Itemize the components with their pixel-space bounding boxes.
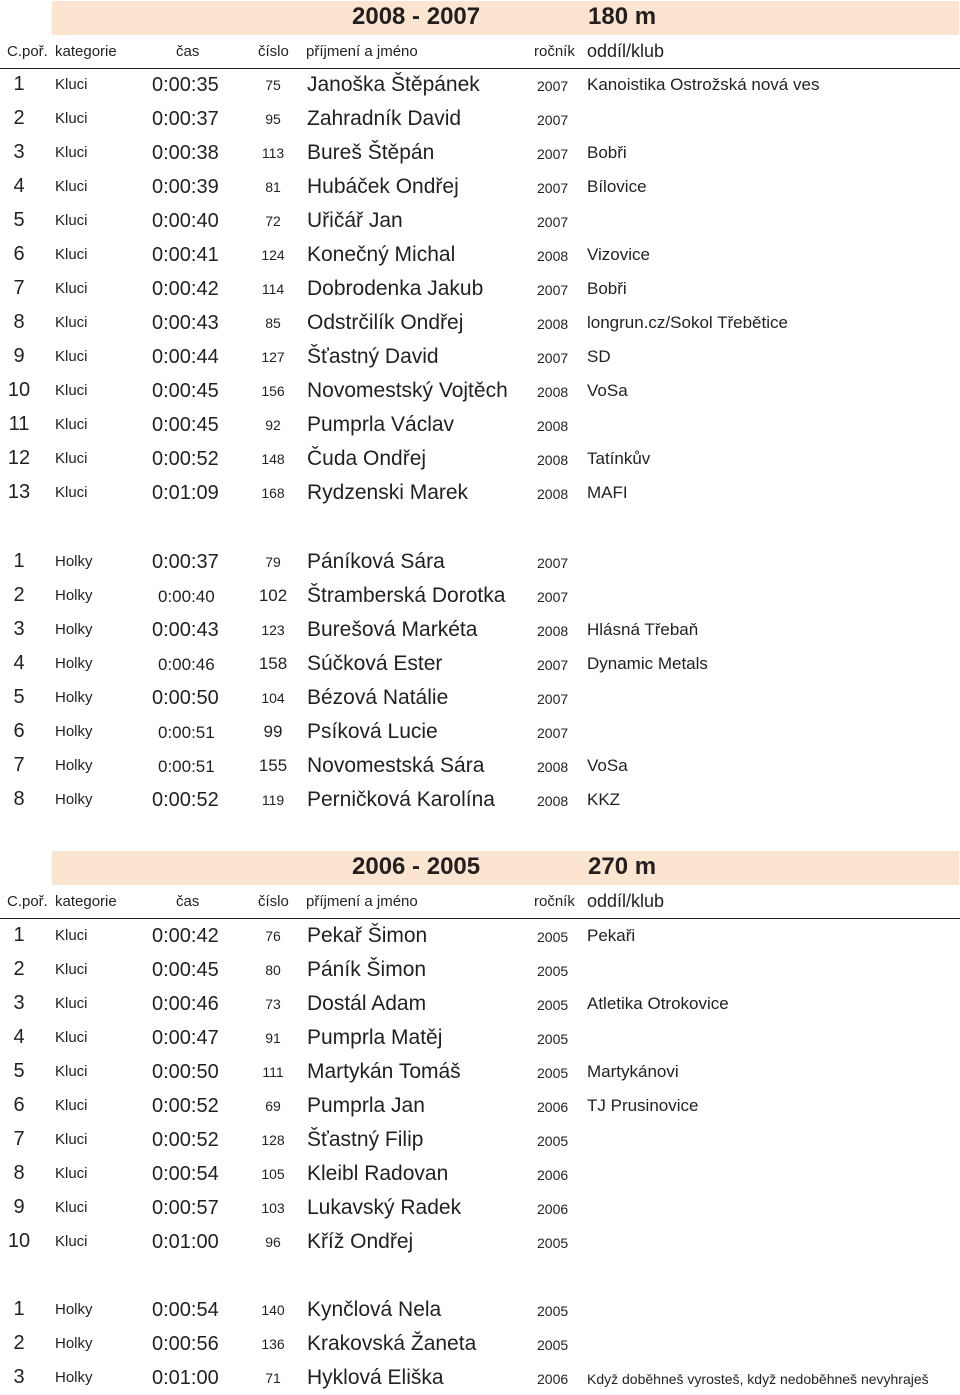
position-cell: 8 — [13, 1162, 25, 1184]
table-row — [0, 613, 960, 647]
time-cell: 0:00:54 — [152, 1163, 219, 1185]
table-row — [0, 306, 960, 340]
category-cell: Holky — [55, 689, 93, 706]
category-cell: Kluci — [55, 314, 88, 331]
column-header-category: kategorie — [55, 893, 117, 910]
name-cell: Šťastný David — [307, 345, 439, 368]
birth-year-cell: 2007 — [537, 214, 569, 230]
bib-number-cell: 80 — [265, 962, 281, 978]
club-cell: longrun.cz/Sokol Třebětice — [587, 313, 788, 332]
category-cell: Holky — [55, 791, 93, 808]
position-cell: 4 — [13, 652, 25, 674]
position-cell: 2 — [13, 107, 25, 129]
category-cell: Kluci — [55, 1029, 88, 1046]
time-cell: 0:00:42 — [152, 278, 219, 300]
time-cell: 0:00:45 — [152, 959, 219, 981]
table-row — [0, 442, 960, 476]
name-cell: Lukavský Radek — [307, 1196, 462, 1219]
bib-number-cell: 124 — [261, 247, 285, 263]
column-header-year: ročník — [534, 43, 575, 60]
club-cell: Bílovice — [587, 177, 647, 196]
bib-number-cell: 158 — [258, 654, 288, 673]
position-cell: 7 — [13, 1128, 25, 1150]
table-row — [0, 1191, 960, 1225]
bib-number-cell: 81 — [265, 179, 281, 195]
column-header-pos: C.poř. — [7, 43, 48, 60]
position-cell: 8 — [13, 311, 25, 333]
table-row — [0, 340, 960, 374]
time-cell: 0:00:40 — [152, 210, 219, 232]
table-row — [0, 1327, 960, 1361]
bib-number-cell: 168 — [261, 485, 285, 501]
time-cell: 0:01:00 — [152, 1231, 219, 1253]
name-cell: Bureš Štěpán — [307, 141, 435, 164]
birth-year-cell: 2007 — [537, 180, 569, 196]
table-row — [0, 238, 960, 272]
birth-year-cell: 2005 — [537, 1133, 569, 1149]
column-header-name: příjmení a jméno — [306, 893, 418, 910]
column-header-pos: C.poř. — [7, 893, 48, 910]
category-cell: Kluci — [55, 76, 88, 93]
table-row — [0, 1123, 960, 1157]
bib-number-cell: 85 — [265, 315, 281, 331]
bib-number-cell: 113 — [261, 145, 285, 161]
time-cell: 0:00:46 — [158, 655, 215, 674]
bib-number-cell: 95 — [265, 111, 281, 127]
bib-number-cell: 123 — [261, 622, 285, 638]
time-cell: 0:00:42 — [152, 925, 219, 947]
table-row — [0, 204, 960, 238]
birth-year-cell: 2005 — [537, 1031, 569, 1047]
time-cell: 0:00:37 — [152, 108, 219, 130]
time-cell: 0:00:52 — [152, 1129, 219, 1151]
name-cell: Šťastný Filip — [307, 1128, 424, 1151]
bib-number-cell: 71 — [265, 1370, 281, 1386]
name-cell: Bézová Natálie — [307, 686, 449, 709]
time-cell: 0:00:57 — [152, 1197, 219, 1219]
position-cell: 1 — [13, 73, 25, 95]
category-cell: Kluci — [55, 1165, 88, 1182]
time-cell: 0:00:45 — [152, 380, 219, 402]
time-cell: 0:01:09 — [152, 482, 219, 504]
birth-year-cell: 2008 — [537, 486, 569, 502]
position-cell: 13 — [7, 481, 31, 503]
bib-number-cell: 104 — [261, 690, 285, 706]
birth-year-cell: 2008 — [537, 623, 569, 639]
table-row — [0, 681, 960, 715]
table-row — [0, 102, 960, 136]
column-header-row — [0, 885, 960, 919]
time-cell: 0:00:46 — [152, 993, 219, 1015]
position-cell: 8 — [13, 788, 25, 810]
position-cell: 11 — [8, 413, 30, 435]
birth-year-cell: 2007 — [537, 691, 569, 707]
position-cell: 12 — [7, 447, 31, 469]
birth-year-cell: 2005 — [537, 1303, 569, 1319]
table-row — [0, 408, 960, 442]
bib-number-cell: 96 — [265, 1234, 281, 1250]
table-row — [0, 545, 960, 579]
birth-year-cell: 2006 — [537, 1099, 569, 1115]
column-header-number: číslo — [258, 43, 289, 60]
birth-year-cell: 2008 — [537, 418, 569, 434]
birth-year-cell: 2007 — [537, 112, 569, 128]
name-cell: Pumprla Václav — [307, 413, 455, 436]
category-cell: Holky — [55, 757, 93, 774]
bib-number-cell: 119 — [261, 792, 285, 808]
position-cell: 2 — [13, 1332, 25, 1354]
position-cell: 9 — [13, 1196, 25, 1218]
name-cell: Pekař Šimon — [307, 924, 428, 947]
birth-year-cell: 2008 — [537, 759, 569, 775]
column-header-year: ročník — [534, 893, 575, 910]
bib-number-cell: 136 — [261, 1336, 285, 1352]
bib-number-cell: 105 — [261, 1166, 285, 1182]
time-cell: 0:00:39 — [152, 176, 219, 198]
birth-year-cell: 2007 — [537, 725, 569, 741]
bib-number-cell: 140 — [261, 1302, 285, 1318]
position-cell: 5 — [13, 209, 25, 231]
time-cell: 0:00:43 — [152, 619, 219, 641]
position-cell: 10 — [7, 1230, 31, 1252]
category-cell: Kluci — [55, 1233, 88, 1250]
name-cell: Psíková Lucie — [307, 720, 438, 743]
table-row — [0, 170, 960, 204]
time-cell: 0:00:47 — [152, 1027, 219, 1049]
bib-number-cell: 103 — [261, 1200, 285, 1216]
position-cell: 9 — [13, 345, 25, 367]
table-row — [0, 579, 960, 613]
club-cell: SD — [587, 347, 611, 366]
position-cell: 3 — [13, 618, 25, 640]
time-cell: 0:00:50 — [152, 687, 219, 709]
table-row — [0, 783, 960, 817]
name-cell: Rydzenski Marek — [307, 481, 469, 504]
category-cell: Kluci — [55, 246, 88, 263]
category-cell: Holky — [55, 723, 93, 740]
position-cell: 1 — [13, 550, 25, 572]
time-cell: 0:00:52 — [152, 448, 219, 470]
birth-year-cell: 2008 — [537, 316, 569, 332]
time-cell: 0:00:38 — [152, 142, 219, 164]
column-header-time: čas — [176, 43, 200, 60]
club-cell: Vizovice — [587, 245, 650, 264]
birth-year-cell: 2006 — [537, 1371, 569, 1387]
category-cell: Kluci — [55, 110, 88, 127]
category-cell: Kluci — [55, 280, 88, 297]
table-row — [0, 1157, 960, 1191]
category-cell: Kluci — [55, 927, 88, 944]
table-row — [0, 374, 960, 408]
name-cell: Uřičář Jan — [307, 209, 403, 232]
name-cell: Janoška Štěpánek — [307, 73, 480, 96]
column-header-category: kategorie — [55, 43, 117, 60]
name-cell: Zahradník David — [307, 107, 462, 130]
birth-year-cell: 2005 — [537, 929, 569, 945]
position-cell: 5 — [13, 686, 25, 708]
name-cell: Hubáček Ondřej — [307, 175, 459, 198]
category-cell: Kluci — [55, 1063, 88, 1080]
bib-number-cell: 102 — [258, 586, 288, 605]
category-cell: Holky — [55, 655, 93, 672]
category-cell: Kluci — [55, 1097, 88, 1114]
category-cell: Holky — [55, 1335, 93, 1352]
birth-year-cell: 2005 — [537, 963, 569, 979]
birth-year-cell: 2006 — [537, 1201, 569, 1217]
club-cell: Hlásná Třebaň — [587, 620, 699, 639]
position-cell: 7 — [13, 754, 25, 776]
category-cell: Kluci — [55, 178, 88, 195]
birth-year-cell: 2007 — [537, 78, 569, 94]
category-cell: Kluci — [55, 450, 88, 467]
bib-number-cell: 92 — [265, 417, 281, 433]
club-cell: Atletika Otrokovice — [587, 994, 729, 1013]
section-years: 2006 - 2005 — [352, 853, 481, 880]
category-cell: Kluci — [55, 212, 88, 229]
table-row — [0, 1293, 960, 1327]
name-cell: Kleibl Radovan — [307, 1162, 449, 1185]
name-cell: Perničková Karolína — [307, 788, 495, 811]
bib-number-cell: 75 — [265, 77, 281, 93]
time-cell: 0:00:56 — [152, 1333, 219, 1355]
time-cell: 0:00:41 — [152, 244, 219, 266]
bib-number-cell: 114 — [261, 281, 285, 297]
birth-year-cell: 2008 — [537, 793, 569, 809]
time-cell: 0:00:50 — [152, 1061, 219, 1083]
name-cell: Páníková Sára — [307, 550, 445, 573]
club-cell: KKZ — [587, 790, 621, 809]
name-cell: Burešová Markéta — [307, 618, 478, 641]
bib-number-cell: 156 — [261, 383, 285, 399]
name-cell: Súčková Ester — [307, 652, 443, 675]
birth-year-cell: 2008 — [537, 384, 569, 400]
category-cell: Holky — [55, 587, 93, 604]
club-cell: Dynamic Metals — [587, 654, 708, 673]
table-row — [0, 715, 960, 749]
position-cell: 2 — [13, 958, 25, 980]
bib-number-cell: 148 — [261, 451, 285, 467]
name-cell: Hyklová Eliška — [307, 1366, 444, 1389]
name-cell: Dostál Adam — [307, 992, 427, 1015]
time-cell: 0:01:00 — [152, 1367, 219, 1389]
name-cell: Dobrodenka Jakub — [307, 277, 484, 300]
name-cell: Krakovská Žaneta — [307, 1332, 477, 1355]
bib-number-cell: 79 — [265, 554, 281, 570]
bib-number-cell: 99 — [263, 722, 283, 741]
club-cell: Pekaři — [587, 926, 636, 945]
birth-year-cell: 2005 — [537, 1235, 569, 1251]
club-cell: Tatínkův — [587, 449, 651, 468]
name-cell: Štramberská Dorotka — [307, 584, 506, 607]
section-distance: 270 m — [588, 853, 657, 880]
bib-number-cell: 76 — [265, 928, 281, 944]
time-cell: 0:00:40 — [158, 587, 215, 606]
club-cell: VoSa — [587, 756, 628, 775]
column-header-row — [0, 35, 960, 69]
name-cell: Novomestský Vojtěch — [307, 379, 508, 402]
section-distance: 180 m — [588, 3, 657, 30]
section-years: 2008 - 2007 — [352, 3, 481, 30]
club-cell: VoSa — [587, 381, 628, 400]
position-cell: 3 — [13, 1366, 25, 1388]
name-cell: Martykán Tomáš — [307, 1060, 461, 1083]
name-cell: Páník Šimon — [307, 958, 427, 981]
position-cell: 6 — [13, 720, 25, 742]
birth-year-cell: 2008 — [537, 452, 569, 468]
name-cell: Novomestská Sára — [307, 754, 485, 777]
category-cell: Kluci — [55, 1131, 88, 1148]
name-cell: Odstrčilík Ondřej — [307, 311, 464, 334]
category-cell: Kluci — [55, 1199, 88, 1216]
club-cell: Kanoistika Ostrožská nová ves — [587, 75, 820, 94]
table-row — [0, 68, 960, 102]
table-row — [0, 647, 960, 681]
birth-year-cell: 2005 — [537, 1337, 569, 1353]
section-banner — [52, 851, 959, 885]
birth-year-cell: 2007 — [537, 589, 569, 605]
position-cell: 2 — [13, 584, 25, 606]
time-cell: 0:00:52 — [152, 1095, 219, 1117]
table-row — [0, 919, 960, 953]
category-cell: Kluci — [55, 484, 88, 501]
bib-number-cell: 155 — [258, 756, 288, 775]
name-cell: Kříž Ondřej — [307, 1230, 414, 1253]
time-cell: 0:00:35 — [152, 74, 219, 96]
bib-number-cell: 127 — [261, 349, 285, 365]
category-cell: Kluci — [55, 144, 88, 161]
bib-number-cell: 69 — [265, 1098, 281, 1114]
table-row — [0, 476, 960, 510]
position-cell: 5 — [13, 1060, 25, 1082]
table-row — [0, 1021, 960, 1055]
club-cell: MAFI — [587, 483, 628, 502]
name-cell: Pumprla Jan — [307, 1094, 425, 1117]
category-cell: Holky — [55, 553, 93, 570]
position-cell: 3 — [13, 141, 25, 163]
category-cell: Kluci — [55, 416, 88, 433]
name-cell: Pumprla Matěj — [307, 1026, 443, 1049]
name-cell: Kynčlová Nela — [307, 1298, 442, 1321]
bib-number-cell: 91 — [265, 1030, 281, 1046]
column-header-club: oddíl/klub — [587, 41, 665, 61]
table-row — [0, 1225, 960, 1259]
club-cell: Martykánovi — [587, 1062, 679, 1081]
time-cell: 0:00:44 — [152, 346, 219, 368]
bib-number-cell: 73 — [265, 996, 281, 1012]
category-cell: Kluci — [55, 348, 88, 365]
birth-year-cell: 2007 — [537, 657, 569, 673]
birth-year-cell: 2005 — [537, 997, 569, 1013]
birth-year-cell: 2006 — [537, 1167, 569, 1183]
category-cell: Kluci — [55, 961, 88, 978]
table-row — [0, 136, 960, 170]
position-cell: 1 — [13, 1298, 25, 1320]
birth-year-cell: 2007 — [537, 350, 569, 366]
time-cell: 0:00:52 — [152, 789, 219, 811]
table-row — [0, 749, 960, 783]
bib-number-cell: 111 — [262, 1064, 284, 1080]
position-cell: 6 — [13, 1094, 25, 1116]
column-header-name: příjmení a jméno — [306, 43, 418, 60]
name-cell: Konečný Michal — [307, 243, 456, 266]
position-cell: 3 — [13, 992, 25, 1014]
birth-year-cell: 2007 — [537, 282, 569, 298]
category-cell: Kluci — [55, 995, 88, 1012]
time-cell: 0:00:37 — [152, 551, 219, 573]
position-cell: 4 — [13, 1026, 25, 1048]
column-header-number: číslo — [258, 893, 289, 910]
birth-year-cell: 2007 — [537, 146, 569, 162]
club-cell: Když doběhneš vyrosteš, když nedoběhneš nevyhraješ — [587, 1371, 929, 1387]
bib-number-cell: 72 — [265, 213, 281, 229]
category-cell: Kluci — [55, 382, 88, 399]
position-cell: 4 — [13, 175, 25, 197]
time-cell: 0:00:51 — [158, 757, 215, 776]
position-cell: 10 — [7, 379, 31, 401]
table-row — [0, 272, 960, 306]
column-header-club: oddíl/klub — [587, 891, 665, 911]
club-cell: Bobři — [587, 143, 627, 162]
column-header-time: čas — [176, 893, 200, 910]
time-cell: 0:00:51 — [158, 723, 215, 742]
category-cell: Holky — [55, 1369, 93, 1386]
table-row — [0, 953, 960, 987]
category-cell: Holky — [55, 1301, 93, 1318]
time-cell: 0:00:45 — [152, 414, 219, 436]
time-cell: 0:00:54 — [152, 1299, 219, 1321]
position-cell: 7 — [13, 277, 25, 299]
category-cell: Holky — [55, 621, 93, 638]
club-cell: TJ Prusinovice — [587, 1096, 699, 1115]
table-row — [0, 1361, 960, 1395]
name-cell: Čuda Ondřej — [307, 447, 427, 470]
birth-year-cell: 2005 — [537, 1065, 569, 1081]
table-row — [0, 987, 960, 1021]
time-cell: 0:00:43 — [152, 312, 219, 334]
bib-number-cell: 128 — [261, 1132, 285, 1148]
birth-year-cell: 2008 — [537, 248, 569, 264]
table-row — [0, 1055, 960, 1089]
position-cell: 6 — [13, 243, 25, 265]
section-banner — [52, 1, 959, 35]
table-row — [0, 1089, 960, 1123]
club-cell: Bobři — [587, 279, 627, 298]
position-cell: 1 — [13, 924, 25, 946]
birth-year-cell: 2007 — [537, 555, 569, 571]
